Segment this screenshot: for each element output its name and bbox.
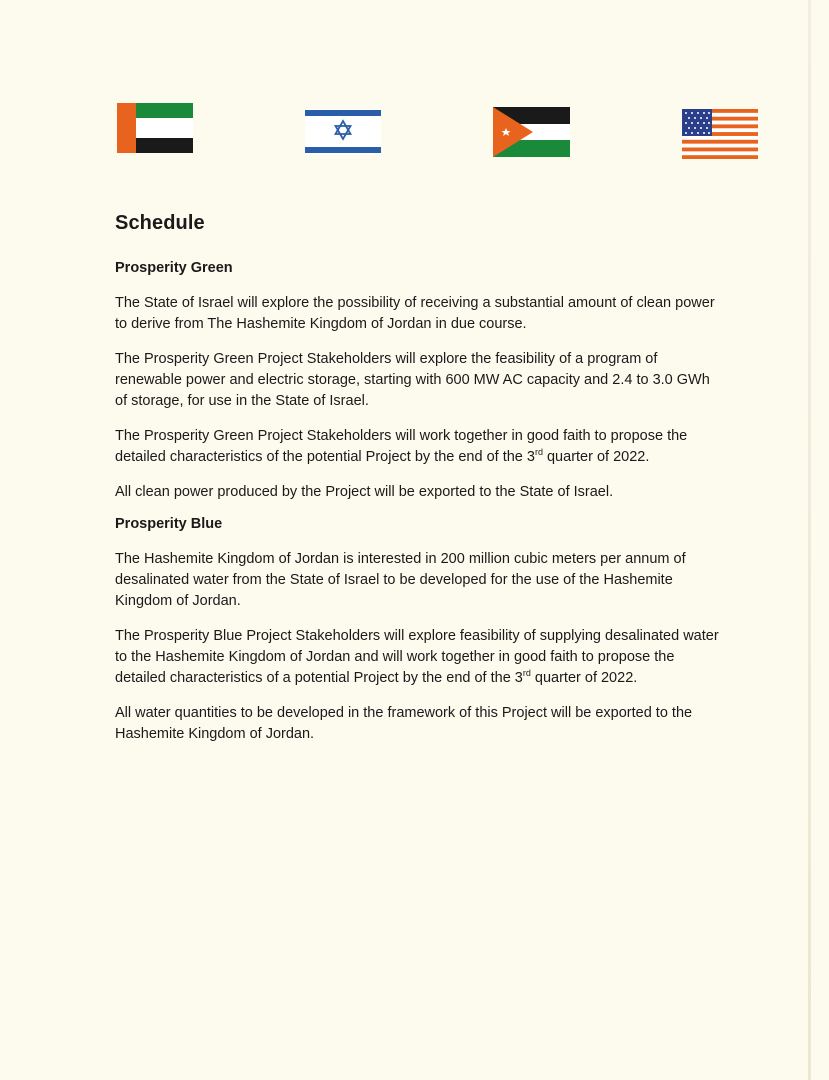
jordan-flag: [493, 107, 570, 157]
uae-flag: [117, 103, 193, 153]
flags-row: [0, 103, 829, 163]
paragraph: [115, 626, 725, 689]
ordinal-suffix: rd: [534, 447, 543, 458]
paragraph: All clean power produced by the Project will be exported to the State of Israel.: [115, 484, 614, 500]
section-heading-prosperity-green: Prosperity Green: [115, 260, 233, 276]
paragraph: The Prosperity Green Project Stakeholders will explore the feasibility of a program of renewable power and electric storage, starting with 600 MW AC capacity and 2.4 to 3.0 GWh of storage, for use in the State of Israel.: [115, 351, 710, 409]
paragraph: The State of Israel will explore the possibility of receiving a substantial amount of clean power to derive from The Hashemite Kingdom of Jordan in due course.: [115, 295, 715, 332]
paragraph: [115, 426, 725, 468]
section-heading-prosperity-blue: Prosperity Blue: [115, 516, 223, 532]
document-body: [115, 212, 725, 745]
paragraph: The Hashemite Kingdom of Jordan is interested in 200 million cubic meters per annum of desalinated water from the State of Israel to be developed for the use of the Hashemite Kingdom of Jordan.: [115, 551, 686, 609]
usa-flag: [682, 109, 758, 159]
israel-flag: [305, 109, 381, 155]
ordinal-suffix: rd: [522, 668, 531, 679]
paragraph: All water quantities to be developed in the framework of this Project will be exported to the Hashemite Kingdom of Jordan.: [115, 705, 693, 742]
document-title: Schedule: [115, 212, 205, 234]
paragraph-text: The Prosperity Blue Project Stakeholders will explore feasibility of supplying desalinated water to the Hashemite Kingdom of Jordan and will work together in good faith to propose the detailed characteristics of a potential Project by the end of the 3: [115, 628, 719, 686]
paragraph-text: The Prosperity Green Project Stakeholders will work together in good faith to propose the detailed characteristics of the potential Project by the end of the 3: [115, 428, 688, 465]
paragraph-text: quarter of 2022.: [542, 449, 650, 465]
paragraph-text: quarter of 2022.: [530, 670, 638, 686]
